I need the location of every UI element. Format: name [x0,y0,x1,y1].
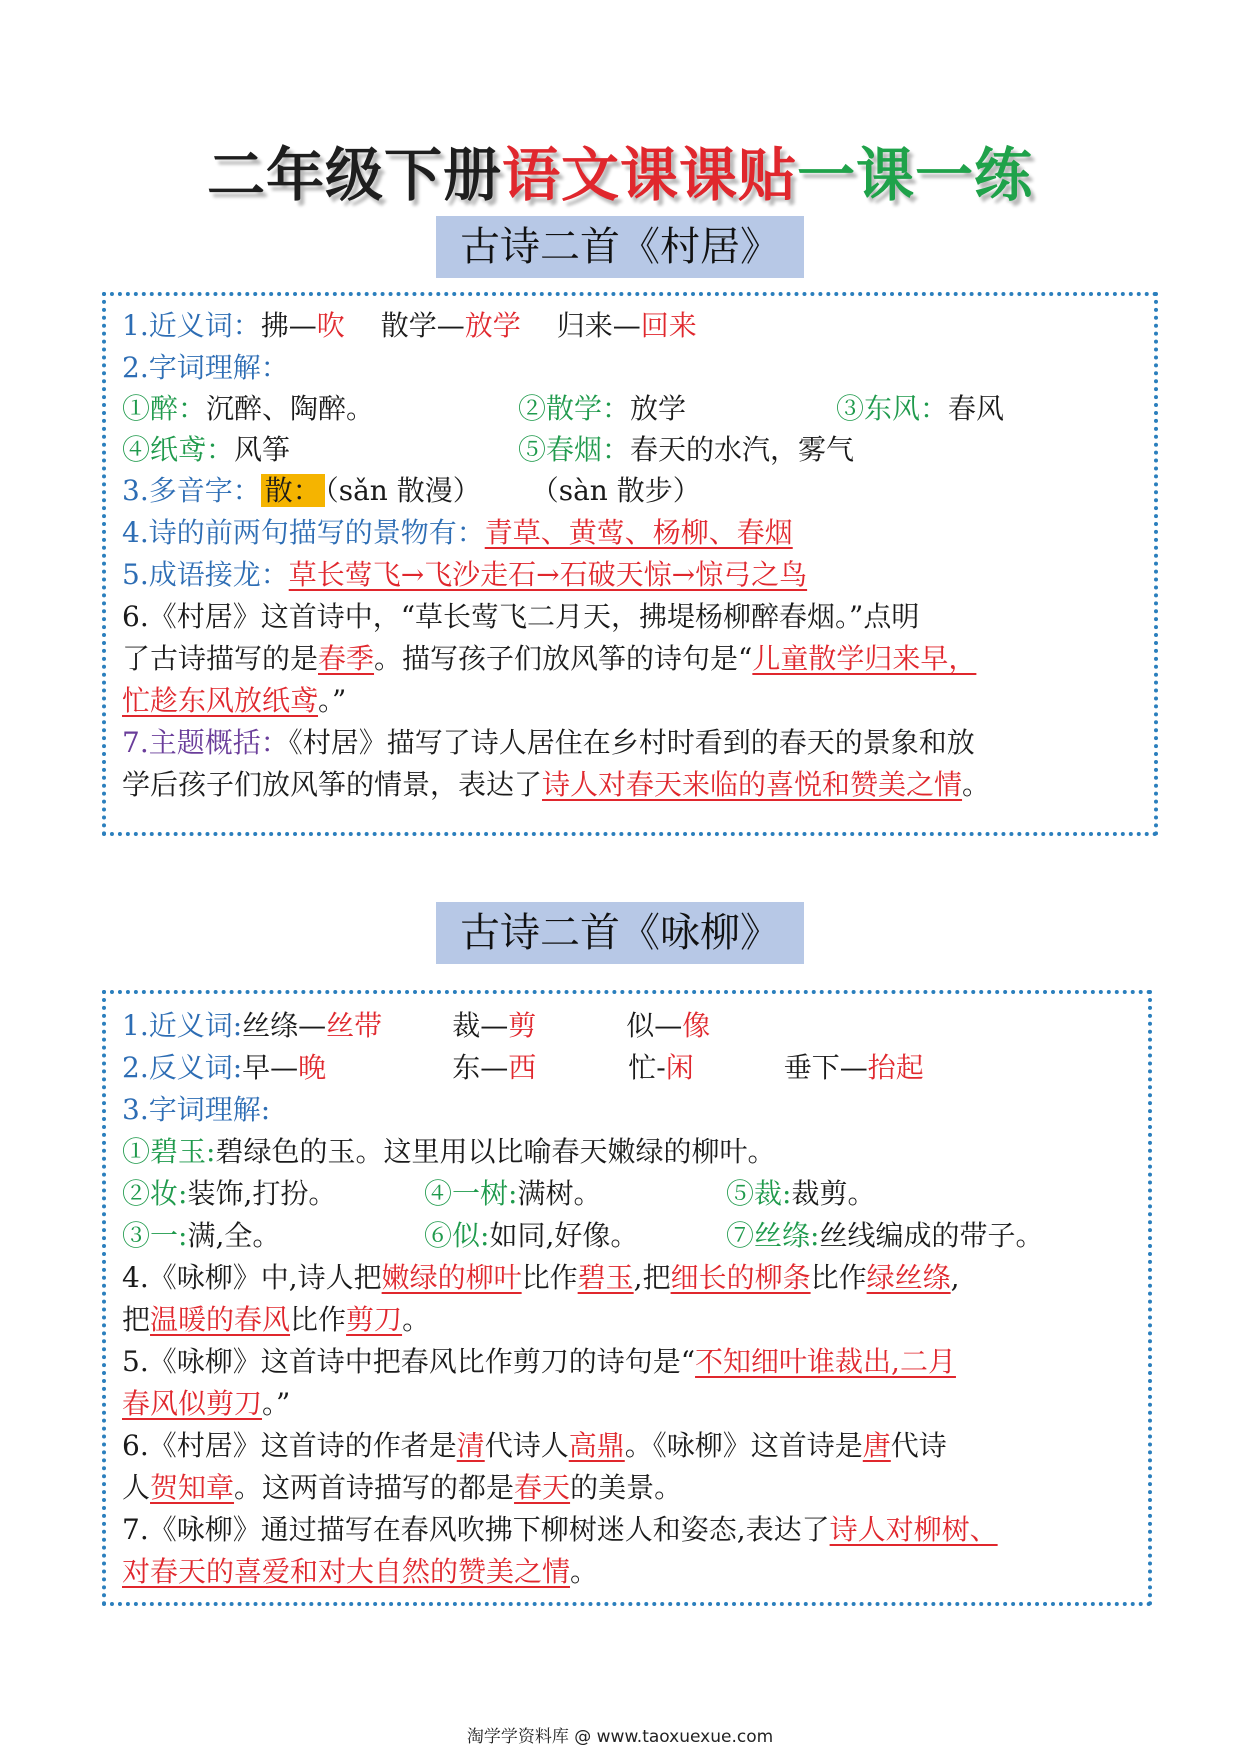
s2-q1: 1.近义词:丝绦—丝带 裁—剪 似—像 [122,1009,711,1042]
highlight-char: 散： [261,474,325,507]
section1-heading: 古诗二首《村居》 [436,216,804,278]
s2-q7-line1: 7.《咏柳》通过描写在春风吹拂下柳树迷人和姿态,表达了诗人对柳树、 [122,1513,998,1546]
s1-q2-label: 2.字词理解： [122,351,289,384]
s1-q4: 4.诗的前两句描写的景物有：青草、黄莺、杨柳、春烟 [122,516,793,549]
section2-heading: 古诗二首《咏柳》 [436,902,804,964]
s2-words-row2: ②妆:装饰,打扮。 ④一树:满树。 ⑤裁:裁剪。 [122,1177,876,1210]
s1-words-row2: ④纸鸢：风筝 ⑤春烟：春天的水汽，雾气 [122,433,855,466]
s1-q1: 1.近义词：拂—吹 散学—放学 归来—回来 [122,309,697,342]
s2-q6-line1: 6.《村居》这首诗的作者是清代诗人高鼎。《咏柳》这首诗是唐代诗 [122,1429,947,1462]
s1-q3: 3.多音字： 散： （sǎn 散漫） （sàn 散步） [122,474,701,507]
s1-words-row1: ①醉：沉醉、陶醉。 ②散学：放学 ③东风：春风 [122,392,1005,425]
s2-q5-line1: 5.《咏柳》这首诗中把春风比作剪刀的诗句是“不知细叶谁裁出,二月 [122,1345,956,1378]
s2-words-row1: ①碧玉:碧绿色的玉。这里用以比喻春天嫩绿的柳叶。 [122,1135,776,1168]
page-title: 二年级下册语文课课贴一课一练 [206,141,1034,209]
s2-q4-line2: 把温暖的春风比作剪刀。 [122,1303,431,1336]
s1-q7-line1: 7.主题概括：《村居》描写了诗人居住在乡村时看到的春天的景象和放 [122,726,975,759]
s1-q6-line3: 忙趁东风放纸鸢。” [122,684,347,717]
s1-q6-line1: 6.《村居》这首诗中，“草长莺飞二月天，拂堤杨柳醉春烟。”点明 [122,600,920,633]
s2-q3-label: 3.字词理解: [122,1093,271,1126]
s1-q6-line2: 了古诗描写的是春季。描写孩子们放风筝的诗句是“儿童散学归来早， [122,642,977,675]
footer-watermark: 淘学学资料库 @ www.taoxuexue.com [466,1727,774,1747]
s1-q7-line2: 学后孩子们放风筝的情景，表达了诗人对春天来临的喜悦和赞美之情。 [122,768,991,801]
s2-q6-line2: 人贺知章。这两首诗描写的都是春天的美景。 [122,1471,683,1504]
s2-words-row3: ③一:满,全。 ⑥似:如同,好像。 ⑦丝绦:丝线编成的带子。 [122,1219,1044,1252]
s2-q4-line1: 4.《咏柳》中,诗人把嫩绿的柳叶比作碧玉,把细长的柳条比作绿丝绦, [122,1261,960,1294]
s2-q5-line2: 春风似剪刀。” [122,1387,291,1420]
s1-q5: 5.成语接龙：草长莺飞→飞沙走石→石破天惊→惊弓之鸟 [122,558,808,591]
s2-q7-line2: 对春天的喜爱和对大自然的赞美之情。 [122,1555,599,1588]
s2-q2: 2.反义词:早—晚 东—西 忙-闲 垂下—抬起 [122,1051,924,1084]
